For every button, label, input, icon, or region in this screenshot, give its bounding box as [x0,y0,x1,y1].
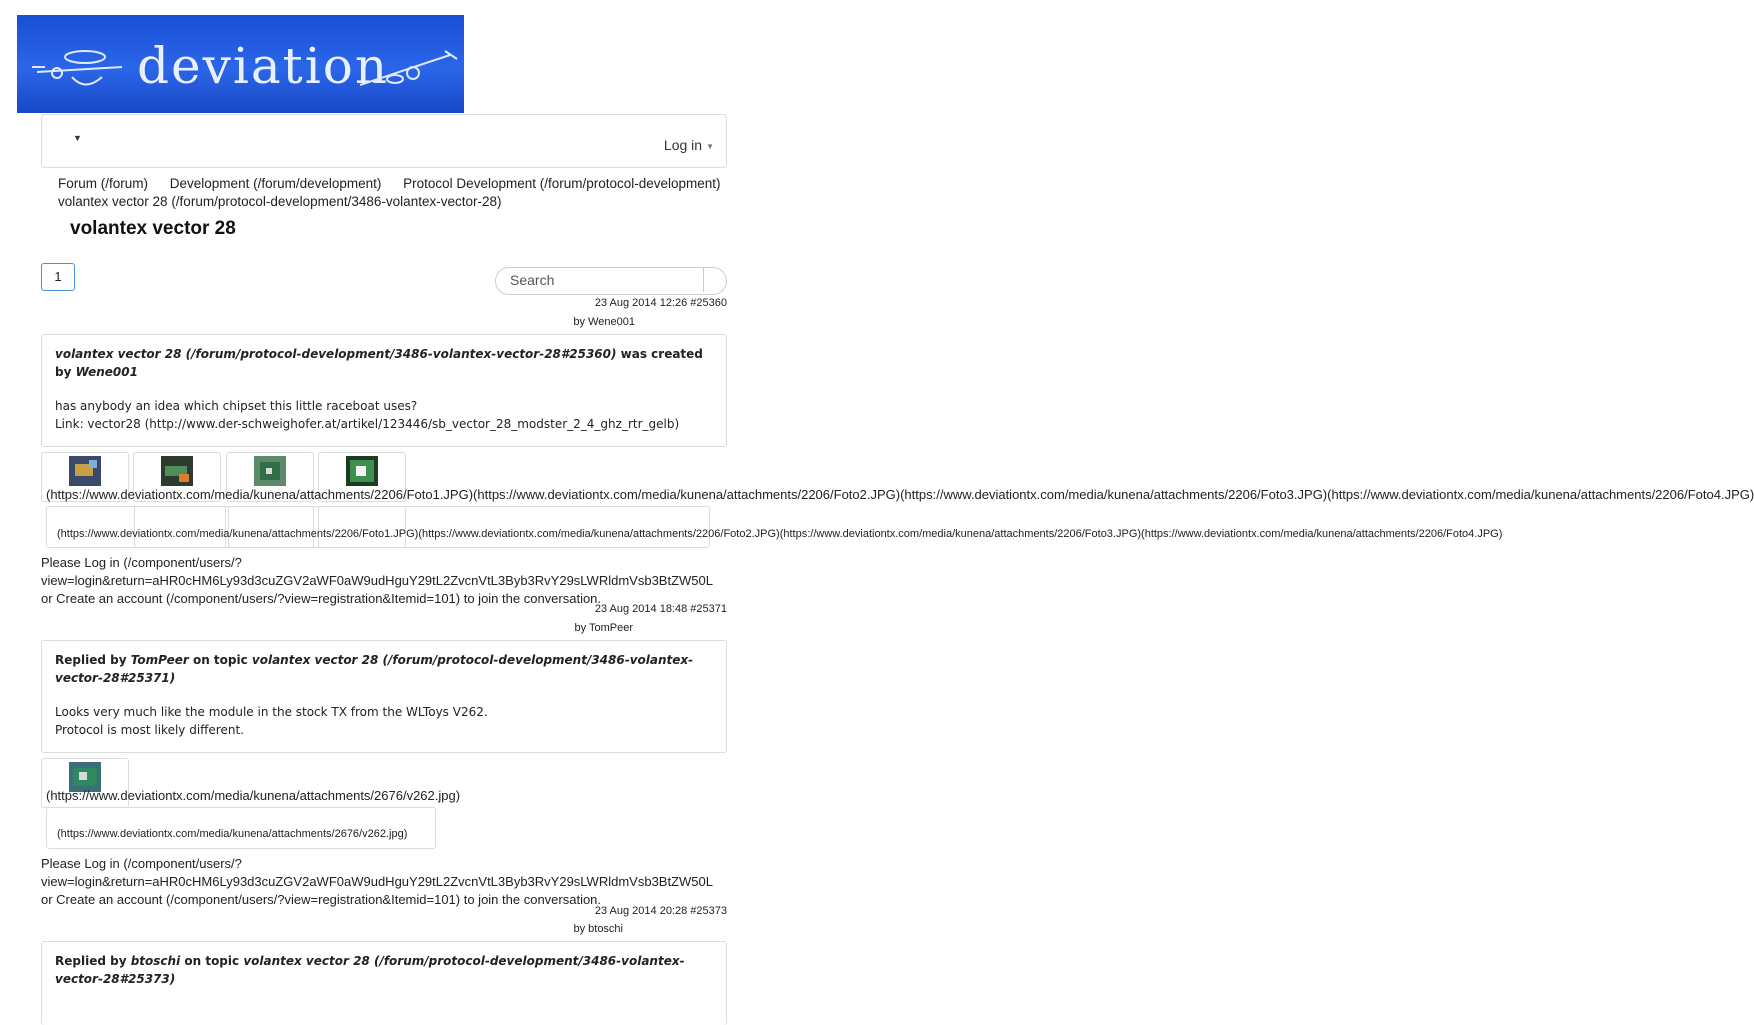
post-author-link[interactable]: btoschi [130,954,181,968]
attachment-caption-box-3 [228,506,314,548]
post-topic-link[interactable]: volantex vector 28 (/forum/protocol-development/3486-volantex-vector-28#25373) [55,954,685,986]
breadcrumb-development[interactable]: Development (/forum/development) [169,176,382,191]
post-body-line: has anybody an idea which chipset this little raceboat uses? [55,399,418,413]
banner-title: deviation [137,37,390,95]
login-link[interactable]: Please Log in (/component/users/? [41,856,242,871]
search-button[interactable] [704,268,726,294]
post-meta-author[interactable]: by Wene001 [573,316,635,328]
photo-thumbnail-icon [346,456,378,486]
post-body-link[interactable]: Link: vector28 (http://www.der-schweighofer.at/artikel/123446/sb_vector_28_modster_2_4_ghz_rtr_gelb) [55,417,680,431]
post-body [55,703,712,739]
attachment-caption-box-2 [134,506,226,548]
main-navbar [41,114,727,168]
post-body-line: Looks very much like the module in the stock TX from the WLToys V262. [55,705,488,719]
helicopter-left-icon [27,37,137,107]
post-message [41,334,727,447]
chevron-down-icon: ▼ [706,141,714,151]
pagination-page-1[interactable]: 1 [41,263,75,291]
breadcrumb-topic[interactable]: volantex vector 28 (/forum/protocol-development/3486-volantex-vector-28) [58,194,502,209]
post-heading-text: Replied by [55,653,131,667]
page-title: volantex vector 28 [70,218,236,239]
post-author-link[interactable]: Wene001 [75,365,138,379]
attachment-caption-box-4 [318,506,406,548]
create-account-link[interactable]: or Create an account (/component/users/?view=registration&Itemid=101) to join the conversation. [41,591,602,606]
login-prompt [41,554,768,608]
login-label: Log in [663,137,703,153]
search-box [495,267,727,295]
post-heading [55,651,712,687]
breadcrumb [58,175,748,211]
attachment-link-small[interactable]: (https://www.deviationtx.com/media/kunena/attachments/2206/Foto1.JPG)(https://www.deviationtx.com/media/kunena/attachments/2206/Foto2.JPG)(https://www.deviationtx.com/media/kunena/attachments/2206/Foto3.JPG)(https://www.deviationtx.com/media/kunena/attachments/2206/Foto4.JPG) [57,528,1503,540]
post-heading-text: on topic [180,954,244,968]
search-input[interactable] [496,268,704,292]
photo-thumbnail-icon [254,456,286,486]
breadcrumb-forum[interactable]: Forum (/forum) [58,176,149,191]
post-message [41,941,727,1025]
login-link-query[interactable]: view=login&return=aHR0cHM6Ly93d3cuZGV2aWF0aW9udHguY29tL2ZvcnVtL3Byb3RvY29sLWRldmVsb3BtZW50L [41,874,713,889]
post-topic-link[interactable]: volantex vector 28 (/forum/protocol-development/3486-volantex-vector-28#25371) [55,653,694,685]
post-author-link[interactable]: TomPeer [130,653,189,667]
login-dropdown[interactable] [664,137,714,153]
helicopter-right-icon [355,43,465,103]
attachment-link-small[interactable]: (https://www.deviationtx.com/media/kunena/attachments/2676/v262.jpg) [57,828,408,840]
post-heading-text: on topic [188,653,252,667]
post-body [55,397,712,433]
breadcrumb-protocol-development[interactable]: Protocol Development (/forum/protocol-development) [403,176,721,191]
post-meta-date[interactable]: 23 Aug 2014 12:26 #25360 [594,297,727,309]
attachment-link-large[interactable]: (https://www.deviationtx.com/media/kunena/attachments/2676/v262.jpg) [46,788,461,803]
post-heading-text: Replied by [55,954,131,968]
menu-toggle-caret-icon[interactable]: ▼ [73,133,82,143]
post-meta-date[interactable]: 23 Aug 2014 18:48 #25371 [594,603,727,615]
post-heading-text: was created by [55,347,703,379]
post-meta-author[interactable]: by btoschi [573,923,623,935]
post-heading [55,345,712,381]
attachment-link-large[interactable]: (https://www.deviationtx.com/media/kunena/attachments/2206/Foto1.JPG)(https://www.deviationtx.com/media/kunena/attachments/2206/Foto2.JPG)(https://www.deviationtx.com/media/kunena/attachments/2206/Foto3.JPG)(https://www.deviationtx.com/media/kunena/attachments/2206/Foto4.JPG) [46,487,1754,502]
post-meta-author[interactable]: by TomPeer [574,622,633,634]
post-body-line: Protocol is most likely different. [55,723,244,737]
post-message [41,640,727,753]
create-account-link[interactable]: or Create an account (/component/users/?view=registration&Itemid=101) to join the conversation. [41,892,602,907]
post-meta-date[interactable]: 23 Aug 2014 20:28 #25373 [594,905,727,917]
photo-thumbnail-icon [161,456,193,486]
post-heading [55,952,712,988]
site-banner[interactable] [17,15,464,113]
login-link[interactable]: Please Log in (/component/users/? [41,555,242,570]
post-topic-link[interactable]: volantex vector 28 (/forum/protocol-development/3486-volantex-vector-28#25360) [55,347,617,361]
login-prompt [41,855,768,909]
login-link-query[interactable]: view=login&return=aHR0cHM6Ly93d3cuZGV2aWF0aW9udHguY29tL2ZvcnVtL3Byb3RvY29sLWRldmVsb3BtZW50L [41,573,713,588]
photo-thumbnail-icon [69,456,101,486]
